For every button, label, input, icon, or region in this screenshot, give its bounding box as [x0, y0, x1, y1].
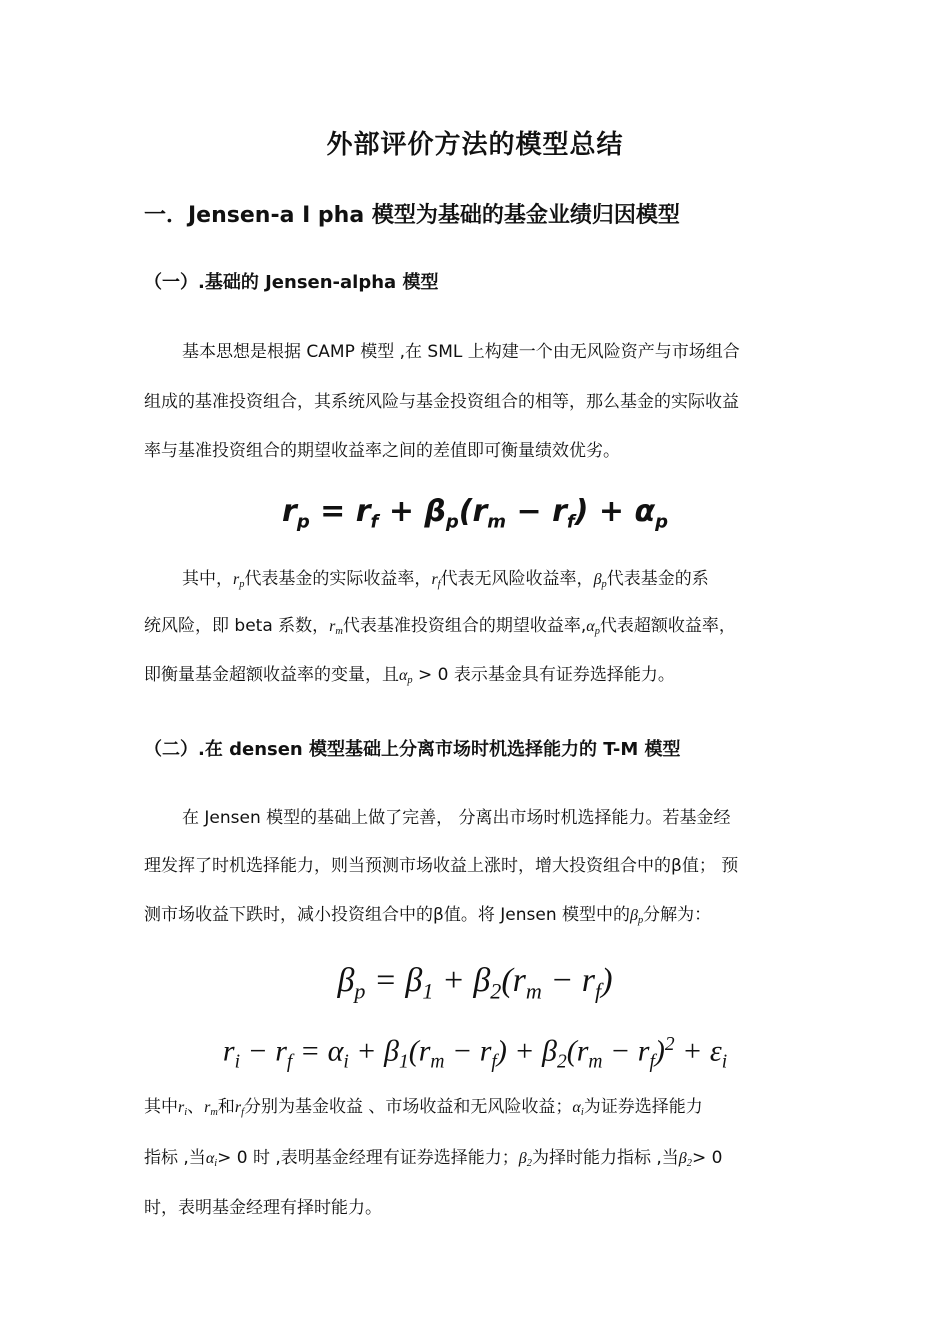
paragraph-line: 在 Jensen 模型的基础上做了完善， 分离出市场时机选择能力。若基金经 — [182, 808, 731, 828]
beta-decomposition-equation: $\beta_p = \beta_1 + \beta_2(r_m - r_f)$ — [337, 962, 613, 1004]
paragraph-line: 统风险，即 beta 系数，$r_m$代表基准投资组合的期望收益率$,\alpha_p$代表超额收益率， — [144, 616, 736, 638]
paragraph-line: 理发挥了时机选择能力，则当预测市场收益上涨时，增大投资组合中的β值； 预 — [144, 856, 739, 876]
tm-model-equation: $r_i - r_f = \alpha_i + \beta_1(r_m - r_f) + \beta_2(r_m - r_f)^2 + \varepsilon_i$ — [222, 1034, 728, 1073]
paragraph-line: 其中$r_i$、$r_m$和$r_f$分别为基金收益 、市场收益和无风险收益；$\alpha_i$为证券选择能力 — [144, 1097, 703, 1119]
jensen-alpha-equation: $r_p = r_f + \beta_p(r_m - r_f) + \alpha_p$ — [282, 494, 668, 533]
section-heading-1: 一．Jensen-a I pha 模型为基础的基金业绩归因模型 — [144, 203, 680, 228]
subsection-heading-2: （二）.在 densen 模型基础上分离市场时机选择能力的 T-M 模型 — [144, 739, 681, 760]
paragraph-line: 组成的基准投资组合，其系统风险与基金投资组合的相等，那么基金的实际收益 — [144, 392, 739, 412]
paragraph-line: 指标 ,当$\alpha_i> 0$ 时 ,表明基金经理有证券选择能力；$\beta_2$为择时能力指标 ,当$\beta_2> 0$ — [144, 1148, 723, 1170]
paragraph-line: 率与基准投资组合的期望收益率之间的差值即可衡量绩效优劣。 — [144, 441, 620, 461]
paragraph-line: 即衡量基金超额收益率的变量，且$\alpha_p > 0$ 表示基金具有证券选择能力。 — [144, 665, 675, 687]
paragraph-line: 时，表明基金经理有择时能力。 — [144, 1198, 382, 1218]
paragraph-line: 基本思想是根据 CAMP 模型 ,在 SML 上构建一个由无风险资产与市场组合 — [182, 342, 740, 362]
paragraph-line: 测市场收益下跌时，减小投资组合中的β值。将 Jensen 模型中的$\beta_p$分解为： — [144, 905, 712, 927]
subsection-heading-1: （一）.基础的 Jensen-alpha 模型 — [144, 272, 439, 293]
document-title: 外部评价方法的模型总结 — [326, 130, 624, 160]
paragraph-line: 其中，$r_p$代表基金的实际收益率，$r_f$代表无风险收益率，$\beta_p$代表基金的系 — [182, 569, 709, 591]
